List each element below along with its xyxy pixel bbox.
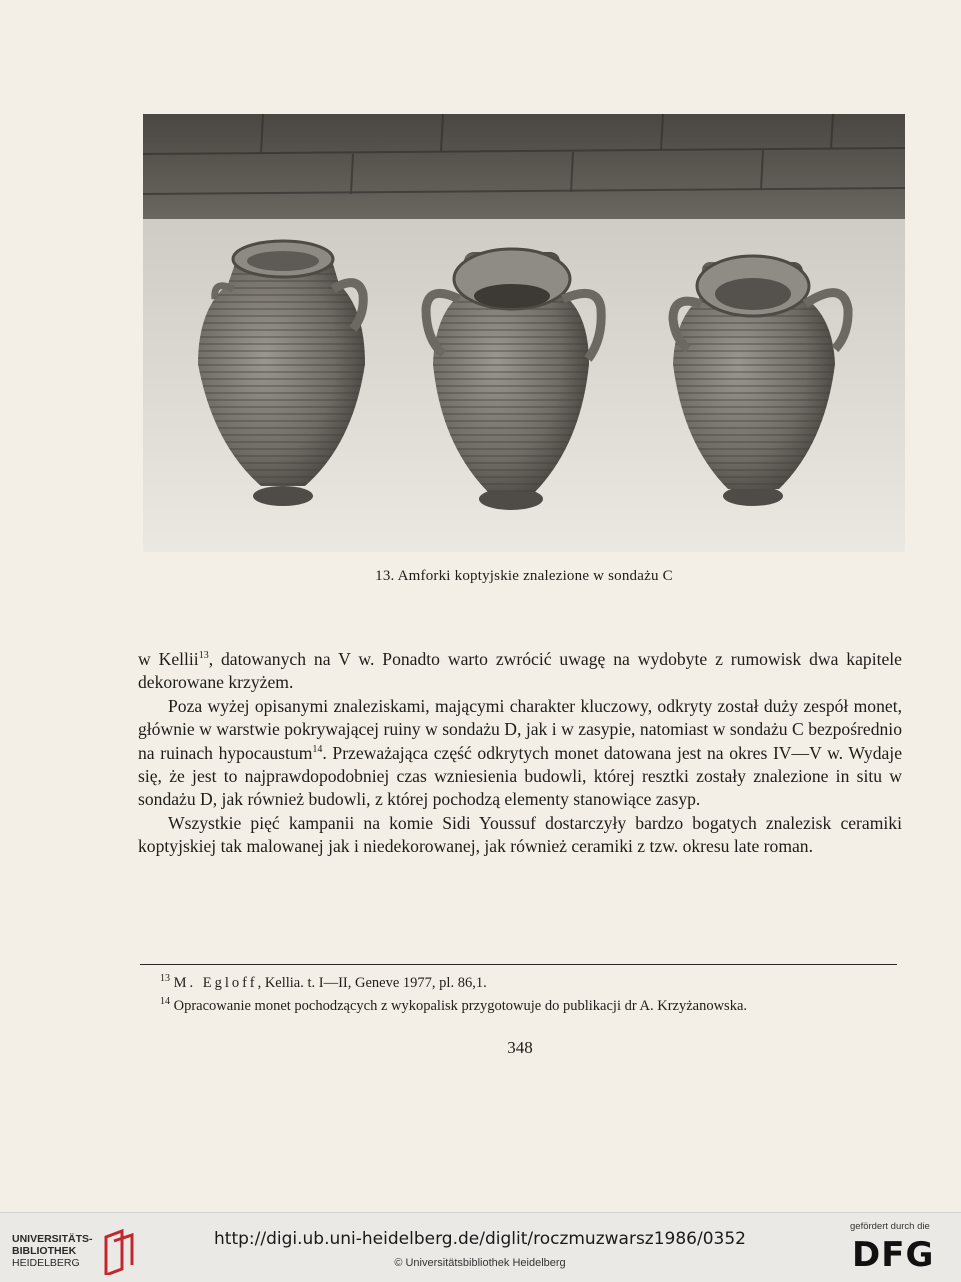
copyright-notice: © Universitätsbibliothek Heidelberg xyxy=(394,1257,566,1269)
body-text xyxy=(138,648,902,859)
footnotes xyxy=(160,972,900,1018)
amphorae-photograph xyxy=(143,114,905,552)
figure-caption: 13. Amforki koptyjskie znalezione w sondażu C xyxy=(375,568,673,584)
viewer-footer xyxy=(0,1212,961,1282)
dfg-logo[interactable]: DFG xyxy=(852,1235,935,1275)
paragraph-3: Wszystkie pięć kampanii na komie Sidi Youssuf dostarczyły bardzo bogatych znalezisk ceramiki koptyjskiej tak malowanej jak i niedekorowanej, jak również ceramiki z tzw. okresu late roman. xyxy=(138,812,902,857)
paragraph-2: Poza wyżej opisanymi znaleziskami, mającymi charakter kluczowy, odkryty został duży zespół monet, głównie w warstwie pokrywającej ruiny w sondażu D, jak i w zasypie, natomiast w sondażu C bezpośrednio na ruinach hypocaustum$^{14}$. Przeważająca część odkrytych monet datowana jest na okres IV—V w. Wydaje się, że jest to najprawdopodobniej czas wzniesienia budowli, której resztki zostały znalezione in situ w sondażu D, jak również budowli, z której pochodzą elementy stanowiące zasyp. xyxy=(138,695,903,810)
permalink-url[interactable]: http://digi.ub.uni-heidelberg.de/diglit/roczmuzwarsz1986/0352 xyxy=(214,1229,746,1249)
footnote-ref-14[interactable]: 14 xyxy=(312,743,323,755)
footnote-13: $^{13}$ M. Egloff, Kellia. t. I—II, Geneve 1977, pl. 86,1. xyxy=(160,973,487,991)
library-name: UNIVERSITÄTS- BIBLIOTHEK HEIDELBERG xyxy=(12,1233,93,1269)
ub-logo-icon xyxy=(102,1229,138,1275)
funder-label: gefördert durch die xyxy=(850,1221,930,1232)
university-library-logo[interactable] xyxy=(12,1223,142,1277)
amphorae-image xyxy=(143,114,905,552)
footnote-14: $^{14}$ Opracowanie monet pochodzących z wykopalisk przygotowuje do publikacji dr A. Krzyżanowska. xyxy=(160,996,748,1014)
footnote-ref-13[interactable]: 13 xyxy=(198,650,209,662)
paragraph-1: w Kellii$^{13}$, datowanych na V w. Ponadto warto zwrócić uwagę na wydobyte z rumowisk dwa kapitele dekorowane krzyżem. xyxy=(138,649,902,693)
page-number: 348 xyxy=(507,1038,533,1057)
footnote-divider xyxy=(140,964,897,965)
